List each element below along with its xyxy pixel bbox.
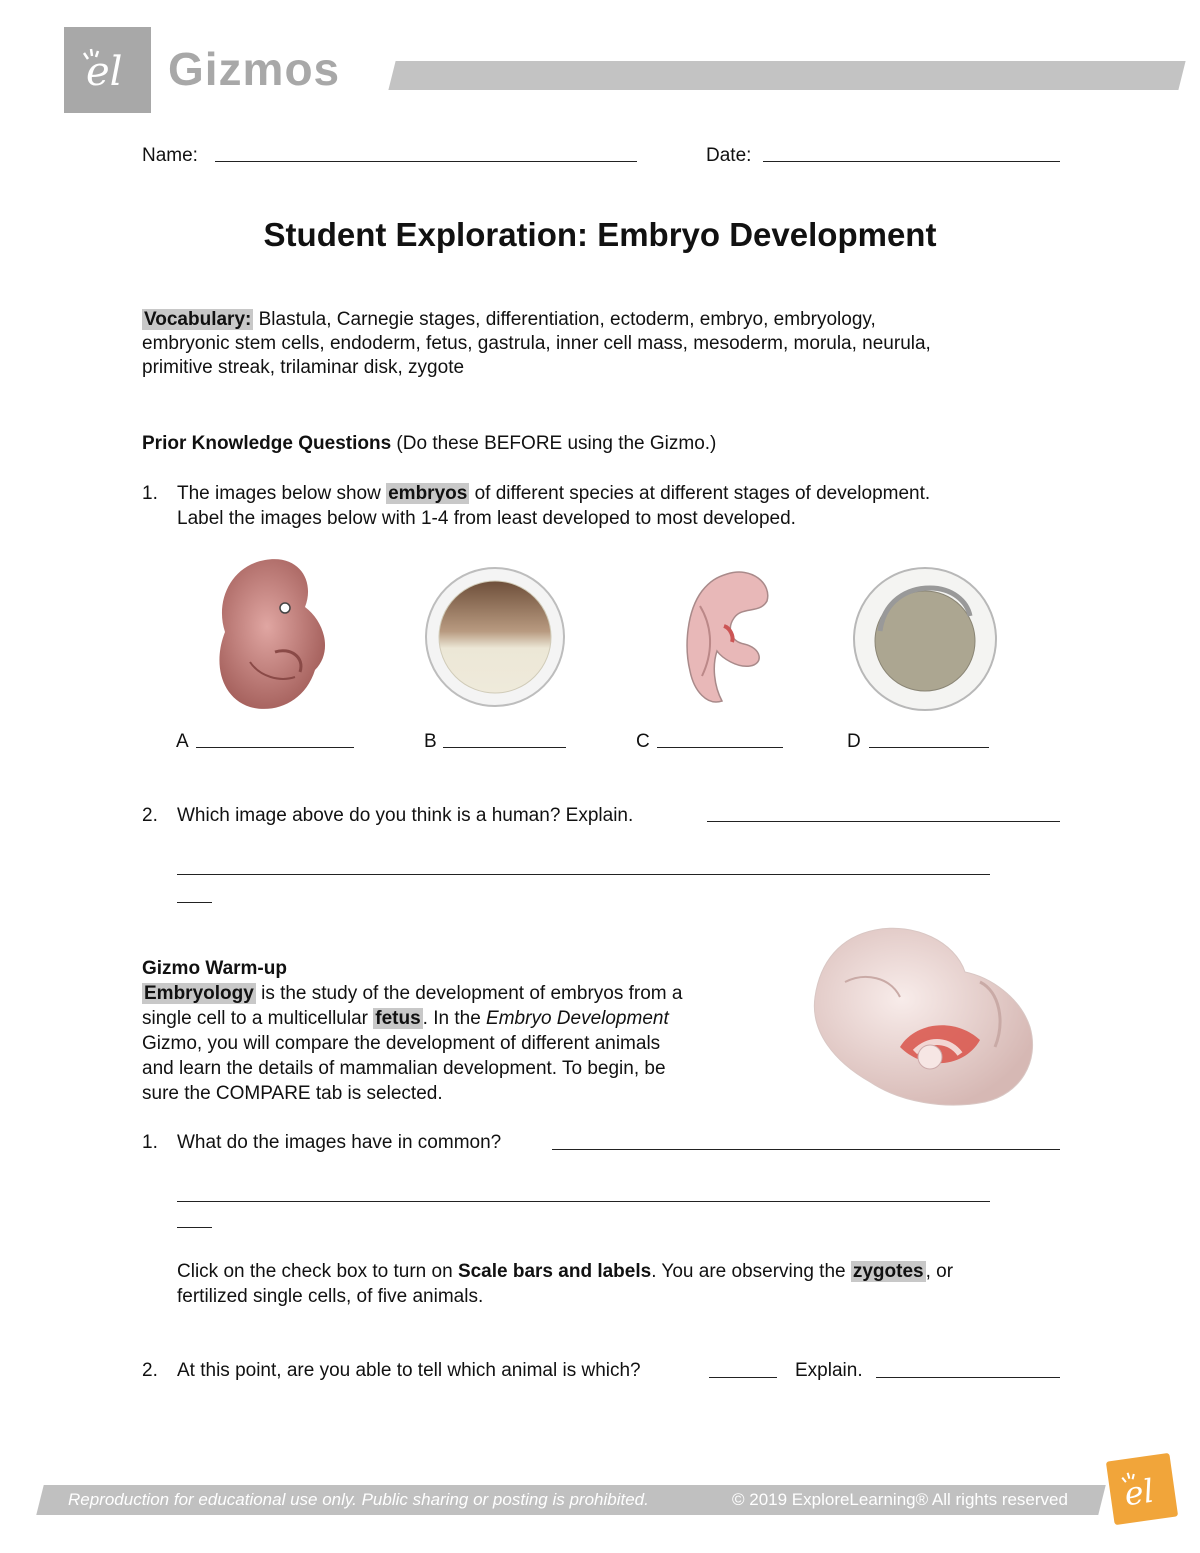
vocabulary-line-3: primitive streak, trilaminar disk, zygote <box>142 357 465 378</box>
image-label-a: A <box>176 731 189 752</box>
header-bar <box>388 61 1185 90</box>
warmup-q1-answer-line-1[interactable] <box>552 1149 1060 1150</box>
warmup-l2-mid: . In the <box>422 1008 487 1029</box>
warmup-highlight-fetus: fetus <box>375 1008 421 1029</box>
vocabulary-line-1 <box>142 307 876 332</box>
footer-copyright: © 2019 ExploreLearning® All rights reserved <box>732 1490 1068 1509</box>
q1-number: 1. <box>142 483 158 504</box>
click-highlight-zygotes: zygotes <box>852 1261 924 1282</box>
warmup-l2-em: Embryo Development <box>486 1008 669 1029</box>
answer-field-c[interactable] <box>657 747 783 748</box>
image-label-b: B <box>424 731 437 752</box>
name-label: Name: <box>142 145 198 166</box>
warmup-q2-explain-label: Explain. <box>795 1360 863 1381</box>
vocabulary-line-2: embryonic stem cells, endoderm, fetus, gastrula, inner cell mass, mesoderm, morula, neurula, <box>142 333 931 354</box>
click-mid: . You are observing the <box>651 1261 851 1282</box>
answer-field-b[interactable] <box>443 747 566 748</box>
embryo-image-c <box>672 566 777 711</box>
q1-text-line-2: Label the images below with 1-4 from least developed to most developed. <box>177 508 796 529</box>
q1-pre: The images below show <box>177 483 387 504</box>
prior-note: (Do these BEFORE using the Gizmo.) <box>391 433 717 454</box>
svg-text:el: el <box>86 49 123 95</box>
brand-logo <box>64 27 151 113</box>
warmup-l1: is the study of the development of embryos from a <box>255 983 683 1004</box>
q2-text: Which image above do you think is a human? Explain. <box>177 805 634 826</box>
click-instruction-line-1 <box>177 1259 953 1284</box>
explorelearning-footer-logo-icon <box>1106 1453 1178 1525</box>
warmup-l2-pre: single cell to a multicellular <box>142 1008 374 1029</box>
brand-name: Gizmos <box>168 43 341 95</box>
vocabulary-label: Vocabulary: <box>144 309 252 330</box>
footer-logo <box>1106 1453 1178 1525</box>
warmup-line-1 <box>142 981 682 1006</box>
click-post: , or <box>925 1261 954 1282</box>
q2-answer-line-2[interactable] <box>177 874 990 875</box>
image-label-c: C <box>636 731 650 752</box>
footer-disclaimer: Reproduction for educational use only. Public sharing or posting is prohibited. <box>68 1490 649 1509</box>
answer-field-a[interactable] <box>196 747 354 748</box>
image-label-d: D <box>847 731 861 752</box>
name-field[interactable] <box>215 161 637 162</box>
date-field[interactable] <box>763 161 1060 162</box>
click-instruction-line-2: fertilized single cells, of five animals. <box>177 1286 484 1307</box>
embryo-image-warmup <box>805 922 1040 1110</box>
q1-text-line-1 <box>177 481 930 506</box>
q2-answer-line-3[interactable] <box>177 902 212 903</box>
vocabulary-text-1: Blastula, Carnegie stages, differentiation, ectoderm, embryo, embryology, <box>253 309 876 330</box>
warmup-q2-explain-field[interactable] <box>876 1377 1060 1378</box>
click-bold: Scale bars and labels <box>457 1261 652 1282</box>
embryo-image-b <box>424 566 566 708</box>
warmup-line-5: sure the COMPARE tab is selected. <box>142 1083 443 1104</box>
q2-number: 2. <box>142 805 158 826</box>
explorelearning-logo-icon <box>64 27 151 113</box>
warmup-line-2 <box>142 1006 669 1031</box>
q1-highlight: embryos <box>388 483 468 504</box>
q2-answer-line-1[interactable] <box>707 821 1060 822</box>
warmup-q1-answer-line-3[interactable] <box>177 1227 212 1228</box>
page-title: Student Exploration: Embryo Development <box>263 216 937 253</box>
warmup-q1-number: 1. <box>142 1132 158 1153</box>
embryo-image-d <box>852 566 998 712</box>
prior-heading-text: Prior Knowledge Questions <box>142 433 392 454</box>
embryo-image-a <box>205 552 340 717</box>
q1-post: of different species at different stages of development. <box>469 483 931 504</box>
date-label: Date: <box>706 145 752 166</box>
prior-knowledge-heading <box>142 431 716 456</box>
warmup-q2-answer-short[interactable] <box>709 1377 777 1378</box>
warmup-highlight-embryology: Embryology <box>144 983 254 1004</box>
warmup-q1-answer-line-2[interactable] <box>177 1201 990 1202</box>
warmup-q2-number: 2. <box>142 1360 158 1381</box>
answer-field-d[interactable] <box>869 747 989 748</box>
warmup-q1-text: What do the images have in common? <box>177 1132 502 1153</box>
warmup-line-3: Gizmo, you will compare the development of different animals <box>142 1033 661 1054</box>
warmup-line-4: and learn the details of mammalian development. To begin, be <box>142 1058 666 1079</box>
warmup-q2-text: At this point, are you able to tell which animal is which? <box>177 1360 641 1381</box>
svg-text:el: el <box>1121 1471 1157 1514</box>
click-pre: Click on the check box to turn on <box>177 1261 458 1282</box>
warmup-heading: Gizmo Warm-up <box>142 958 287 979</box>
